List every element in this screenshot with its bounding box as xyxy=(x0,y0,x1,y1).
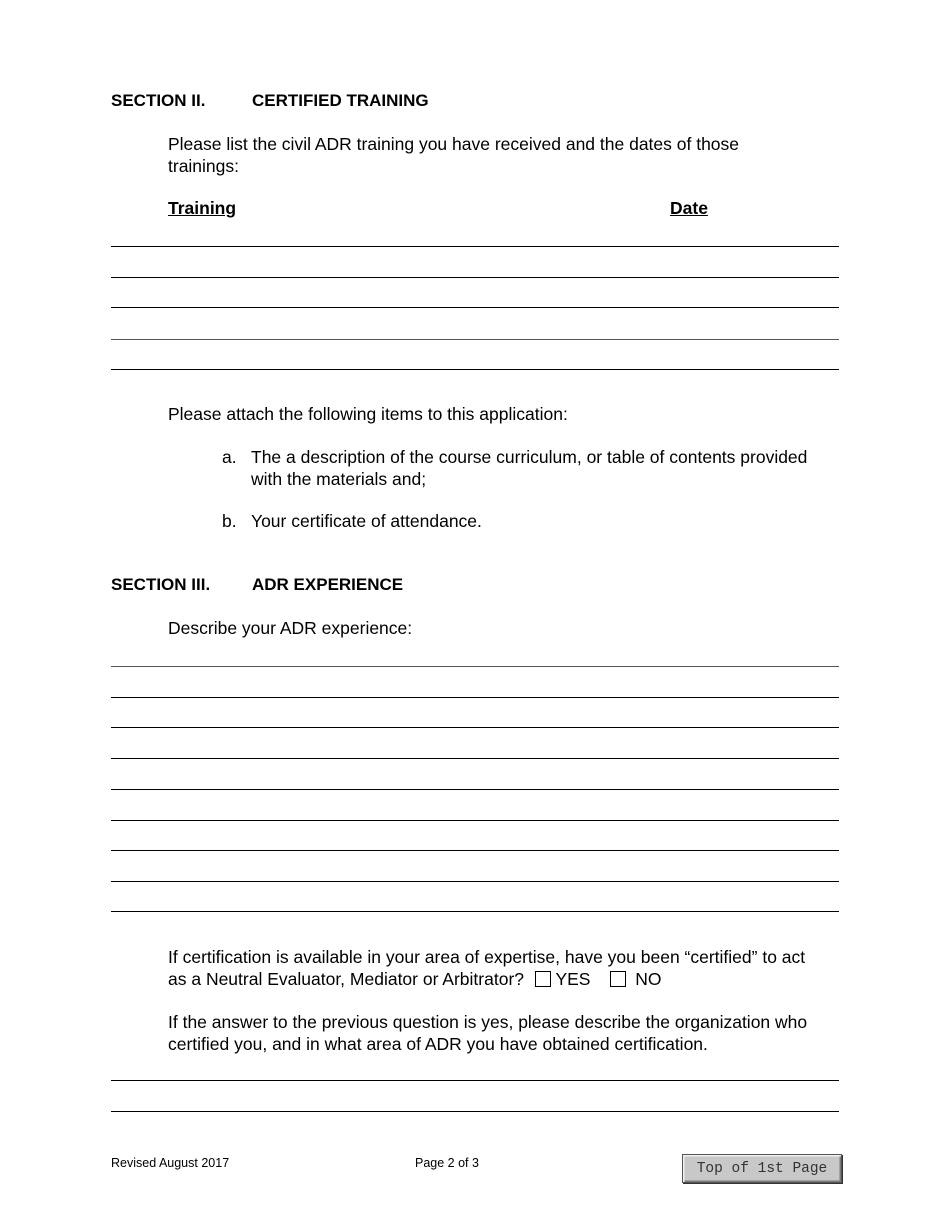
revised-date: Revised August 2017 xyxy=(111,1156,230,1170)
training-intro: Please list the civil ADR training you have received and the dates of those trainings: xyxy=(168,134,740,176)
experience-entry-line[interactable] xyxy=(111,820,839,821)
list-item-text: The a description of the course curriculum, or table of contents provided with the materials and; xyxy=(251,447,808,489)
experience-entry-line[interactable] xyxy=(111,697,839,698)
yes-checkbox[interactable] xyxy=(535,971,551,987)
page-number: Page 2 of 3 xyxy=(415,1156,479,1170)
training-entry-line[interactable] xyxy=(111,277,839,278)
section-2-title: CERTIFIED TRAINING xyxy=(252,91,429,110)
list-marker: b. xyxy=(222,511,237,531)
certification-entry-line[interactable] xyxy=(111,1080,839,1081)
experience-entry-line[interactable] xyxy=(111,850,839,851)
experience-entry-line[interactable] xyxy=(111,666,839,667)
list-marker: a. xyxy=(222,447,237,467)
training-entry-line[interactable] xyxy=(111,339,839,340)
experience-entry-line[interactable] xyxy=(111,911,839,912)
attach-intro: Please attach the following items to this application: xyxy=(168,404,568,424)
experience-entry-line[interactable] xyxy=(111,789,839,790)
no-label: NO xyxy=(635,969,662,989)
section-3-label: SECTION III. xyxy=(111,575,211,594)
training-column-header: Training xyxy=(168,198,237,218)
experience-prompt: Describe your ADR experience: xyxy=(168,618,413,638)
certification-followup: If the answer to the previous question is yes, please describe the organization who certified you, and in what area of ADR you have obtained certification. xyxy=(168,1012,808,1054)
section-3-title: ADR EXPERIENCE xyxy=(252,575,404,594)
experience-entry-line[interactable] xyxy=(111,758,839,759)
training-entry-line[interactable] xyxy=(111,369,839,370)
certification-question xyxy=(168,946,828,990)
top-of-first-page-button[interactable]: Top of 1st Page xyxy=(682,1154,842,1183)
experience-entry-line[interactable] xyxy=(111,727,839,728)
certification-question-text: If certification is available in your area of expertise, have you been “certified” to act as a Neutral Evaluator, Mediator or Arbitrator? xyxy=(168,947,806,989)
yes-label: YES xyxy=(555,969,591,989)
training-entry-line[interactable] xyxy=(111,246,839,247)
training-entry-line[interactable] xyxy=(111,307,839,308)
certification-entry-line[interactable] xyxy=(111,1111,839,1112)
section-2-label: SECTION II. xyxy=(111,91,206,110)
attachment-item-b xyxy=(222,510,822,532)
date-column-header: Date xyxy=(670,198,708,218)
list-item-text: Your certificate of attendance. xyxy=(251,511,482,531)
attachment-item-a xyxy=(222,446,822,490)
no-checkbox[interactable] xyxy=(610,971,626,987)
experience-entry-line[interactable] xyxy=(111,881,839,882)
